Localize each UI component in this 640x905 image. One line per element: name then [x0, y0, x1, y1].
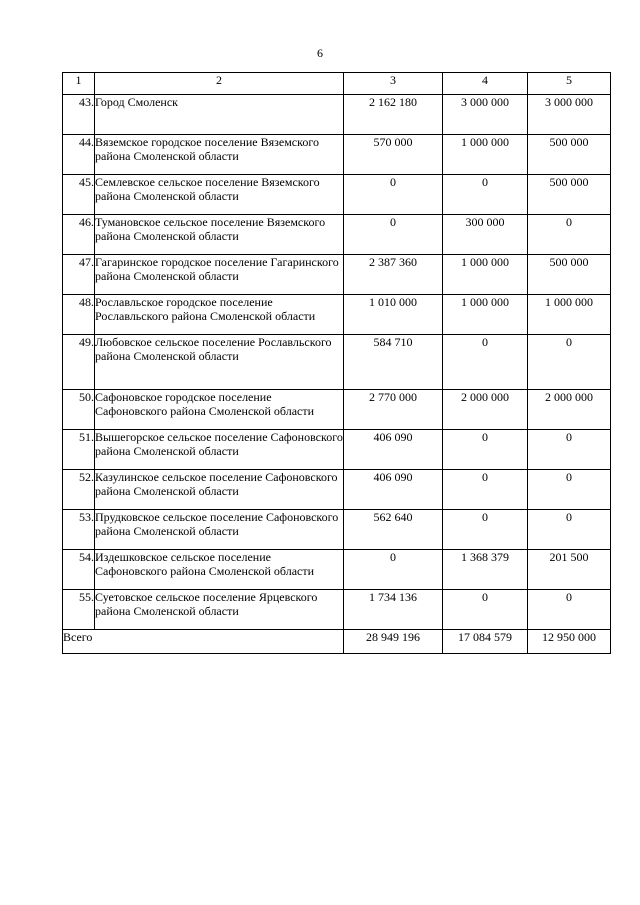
value-col5: 500 000 [528, 255, 611, 295]
value-col5: 0 [528, 335, 611, 390]
total-row [63, 630, 611, 654]
row-number: 53. [63, 510, 95, 550]
table-row [63, 175, 611, 215]
total-c5: 12 950 000 [528, 630, 611, 654]
value-col5: 0 [528, 215, 611, 255]
value-col3: 562 640 [344, 510, 443, 550]
value-col5: 0 [528, 510, 611, 550]
table-row [63, 255, 611, 295]
value-col4: 1 000 000 [443, 295, 528, 335]
value-col3: 584 710 [344, 335, 443, 390]
settlement-name: Вышегорское сельское поселение Сафоновского района Смоленской области [95, 430, 344, 470]
settlement-name: Город Смоленск [95, 95, 344, 135]
value-col5: 500 000 [528, 135, 611, 175]
row-number: 55. [63, 590, 95, 630]
table-row [63, 430, 611, 470]
value-col4: 2 000 000 [443, 390, 528, 430]
value-col3: 2 162 180 [344, 95, 443, 135]
column-header: 2 [95, 73, 344, 95]
value-col3: 570 000 [344, 135, 443, 175]
settlement-name: Сафоновское городское поселение Сафоновского района Смоленской области [95, 390, 344, 430]
column-header: 3 [344, 73, 443, 95]
value-col3: 406 090 [344, 430, 443, 470]
value-col4: 1 000 000 [443, 135, 528, 175]
table-row [63, 590, 611, 630]
value-col3: 2 387 360 [344, 255, 443, 295]
row-number: 51. [63, 430, 95, 470]
value-col5: 0 [528, 590, 611, 630]
row-number: 44. [63, 135, 95, 175]
column-header: 5 [528, 73, 611, 95]
value-col5: 0 [528, 470, 611, 510]
value-col4: 1 000 000 [443, 255, 528, 295]
value-col3: 2 770 000 [344, 390, 443, 430]
value-col4: 0 [443, 175, 528, 215]
table-row [63, 470, 611, 510]
row-number: 48. [63, 295, 95, 335]
table-row [63, 95, 611, 135]
value-col5: 3 000 000 [528, 95, 611, 135]
value-col3: 1 734 136 [344, 590, 443, 630]
table-row [63, 215, 611, 255]
value-col4: 3 000 000 [443, 95, 528, 135]
value-col4: 0 [443, 590, 528, 630]
settlement-name: Прудковское сельское поселение Сафоновского района Смоленской области [95, 510, 344, 550]
value-col3: 406 090 [344, 470, 443, 510]
settlement-name: Издешковское сельское поселение Сафоновского района Смоленской области [95, 550, 344, 590]
budget-table [62, 72, 611, 654]
total-c4: 17 084 579 [443, 630, 528, 654]
row-number: 54. [63, 550, 95, 590]
table-row [63, 135, 611, 175]
row-number: 43. [63, 95, 95, 135]
value-col5: 201 500 [528, 550, 611, 590]
row-number: 45. [63, 175, 95, 215]
settlement-name: Вяземское городское поселение Вяземского района Смоленской области [95, 135, 344, 175]
settlement-name: Тумановское сельское поселение Вяземского района Смоленской области [95, 215, 344, 255]
column-header: 1 [63, 73, 95, 95]
settlement-name: Семлевское сельское поселение Вяземского района Смоленской области [95, 175, 344, 215]
settlement-name: Суетовское сельское поселение Ярцевского района Смоленской области [95, 590, 344, 630]
table-header-row [63, 73, 611, 95]
row-number: 52. [63, 470, 95, 510]
value-col4: 0 [443, 510, 528, 550]
value-col3: 1 010 000 [344, 295, 443, 335]
page-number: 6 [317, 46, 323, 60]
value-col5: 2 000 000 [528, 390, 611, 430]
row-number: 46. [63, 215, 95, 255]
value-col5: 1 000 000 [528, 295, 611, 335]
table-row [63, 390, 611, 430]
table-row [63, 295, 611, 335]
value-col4: 300 000 [443, 215, 528, 255]
row-number: 49. [63, 335, 95, 390]
settlement-name: Любовское сельское поселение Рославльского района Смоленской области [95, 335, 344, 390]
table-row [63, 335, 611, 390]
value-col5: 500 000 [528, 175, 611, 215]
value-col3: 0 [344, 175, 443, 215]
table-row [63, 550, 611, 590]
settlement-name: Рославльское городское поселение Рославльского района Смоленской области [95, 295, 344, 335]
column-header: 4 [443, 73, 528, 95]
value-col4: 0 [443, 430, 528, 470]
value-col5: 0 [528, 430, 611, 470]
settlement-name: Казулинское сельское поселение Сафоновского района Смоленской области [95, 470, 344, 510]
value-col4: 1 368 379 [443, 550, 528, 590]
table-row [63, 510, 611, 550]
value-col3: 0 [344, 550, 443, 590]
value-col4: 0 [443, 470, 528, 510]
settlement-name: Гагаринское городское поселение Гагаринского района Смоленской области [95, 255, 344, 295]
total-label: Всего [63, 630, 344, 654]
total-c3: 28 949 196 [344, 630, 443, 654]
row-number: 47. [63, 255, 95, 295]
row-number: 50. [63, 390, 95, 430]
value-col3: 0 [344, 215, 443, 255]
value-col4: 0 [443, 335, 528, 390]
